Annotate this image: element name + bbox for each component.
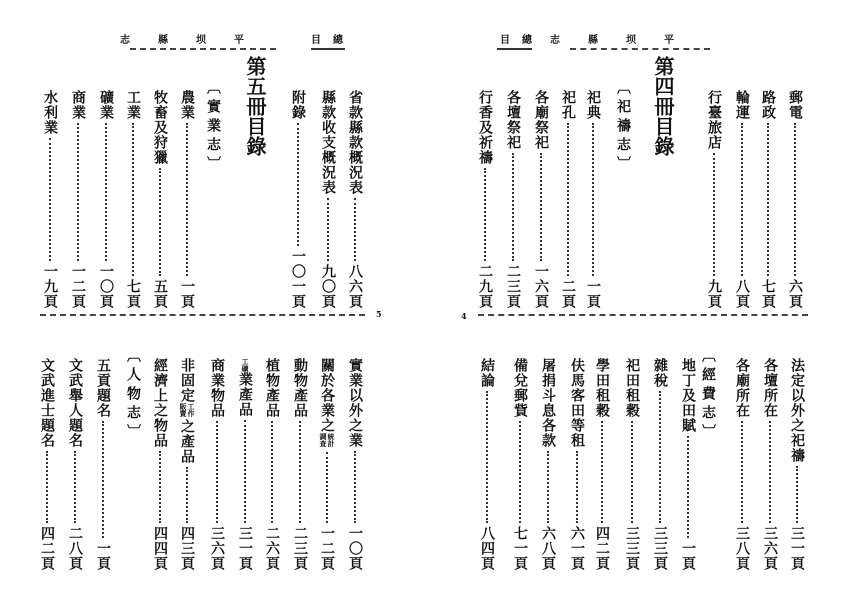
toc-entry[interactable] bbox=[734, 358, 750, 571]
toc-entry[interactable] bbox=[540, 358, 556, 571]
leader-dots bbox=[77, 123, 79, 261]
leader-dots bbox=[592, 123, 594, 276]
entry-page: 三八頁 bbox=[734, 526, 750, 571]
entry-title: 商業 bbox=[70, 90, 86, 120]
entry-page: 四二頁 bbox=[39, 526, 55, 571]
entry-title: 省款縣款概況表 bbox=[347, 90, 363, 195]
entry-page: 二九頁 bbox=[477, 264, 493, 309]
entry-page: 一二頁 bbox=[70, 264, 86, 309]
entry-title: 行香及祈禱 bbox=[477, 90, 493, 165]
leader-dots bbox=[354, 451, 356, 523]
entry-page: 九〇頁 bbox=[320, 264, 336, 309]
entry-page: 一二頁 bbox=[319, 526, 335, 571]
toc-entry[interactable] bbox=[533, 90, 549, 309]
entry-page: 三六頁 bbox=[762, 526, 778, 571]
leader-dots bbox=[601, 421, 603, 523]
entry-title: 動物產品 bbox=[292, 358, 308, 418]
entry-title: 各壇所在 bbox=[762, 358, 778, 418]
toc-entry[interactable] bbox=[624, 358, 640, 571]
leader-dots bbox=[297, 123, 299, 246]
entry-title: 礦業 bbox=[98, 90, 114, 120]
entry-page: 七頁 bbox=[125, 279, 141, 309]
leader-dots bbox=[512, 153, 514, 261]
toc-entry[interactable] bbox=[594, 358, 610, 571]
toc-entry[interactable] bbox=[290, 90, 306, 309]
entry-title: 各廟祭祀 bbox=[533, 90, 549, 150]
entry-title: 祀孔 bbox=[560, 90, 576, 120]
leader-dots bbox=[216, 421, 218, 523]
entry-title: 行臺旅店 bbox=[706, 90, 722, 150]
entry-title: 屠捐斗息各款 bbox=[540, 358, 556, 448]
leader-dots bbox=[567, 123, 569, 276]
right-section-rule bbox=[497, 48, 532, 50]
leader-dots bbox=[631, 421, 633, 523]
entry-page: 七頁 bbox=[760, 279, 776, 309]
entry-title: 結論 bbox=[479, 358, 495, 388]
entry-title: 祀田租穀 bbox=[624, 358, 640, 418]
entry-page: 一〇頁 bbox=[98, 264, 114, 309]
right-header-title: 平坝縣志 bbox=[550, 35, 702, 46]
toc-entry[interactable] bbox=[179, 90, 195, 309]
entry-title: 關於各業之 bbox=[319, 358, 335, 433]
header-char: 總 bbox=[522, 35, 532, 46]
entry-page: 三一頁 bbox=[237, 526, 253, 571]
right-header-rule bbox=[570, 48, 710, 50]
toc-entry[interactable] bbox=[95, 358, 111, 571]
entry-page: 八六頁 bbox=[347, 264, 363, 309]
entry-page: 三一頁 bbox=[789, 526, 805, 571]
entry-title: 經濟上之物品 bbox=[152, 358, 168, 448]
toc-entry[interactable] bbox=[237, 358, 253, 571]
right-page-rule bbox=[478, 314, 808, 316]
leader-dots bbox=[484, 168, 486, 261]
toc-entry[interactable] bbox=[760, 90, 776, 309]
leader-dots bbox=[767, 123, 769, 276]
toc-entry[interactable] bbox=[319, 358, 335, 571]
leader-dots bbox=[244, 420, 246, 523]
entry-page: 三六頁 bbox=[209, 526, 225, 571]
entry-title: 地丁及田賦 bbox=[680, 358, 696, 433]
right-page-number: 4 bbox=[461, 311, 467, 321]
leader-dots bbox=[159, 168, 161, 276]
entry-page: 一九頁 bbox=[42, 264, 58, 309]
toc-entry[interactable] bbox=[292, 358, 308, 571]
entry-page: 八頁 bbox=[734, 279, 750, 309]
entry-page: 一〇頁 bbox=[347, 526, 363, 571]
toc-entry[interactable] bbox=[734, 90, 750, 309]
entry-title: 牧畜及狩獵 bbox=[152, 90, 168, 165]
toc-entry[interactable] bbox=[42, 90, 58, 309]
entry-title: 縣款收支概況表 bbox=[320, 90, 336, 195]
toc-entry[interactable] bbox=[98, 90, 114, 309]
leader-dots bbox=[326, 452, 328, 523]
left-page-number: 5 bbox=[376, 309, 382, 319]
section-heading: 〔實業志〕 bbox=[205, 80, 221, 175]
entry-title: 伕馬客田等租 bbox=[569, 358, 585, 448]
leader-dots bbox=[741, 421, 743, 523]
entry-page: 四二頁 bbox=[594, 526, 610, 571]
entry-page: 一六頁 bbox=[533, 264, 549, 309]
left-section-rule bbox=[311, 48, 345, 50]
entry-title: 實業以外之業 bbox=[347, 358, 363, 448]
leader-dots bbox=[159, 451, 161, 523]
entry-title: 非固定 bbox=[179, 358, 195, 403]
toc-entry[interactable] bbox=[479, 358, 495, 571]
leader-dots bbox=[186, 123, 188, 276]
entry-page: 四四頁 bbox=[152, 526, 168, 571]
toc-entry[interactable] bbox=[512, 358, 528, 571]
section-heading: 〔人物志〕 bbox=[125, 348, 141, 443]
header-char: 目 bbox=[500, 35, 510, 46]
toc-entry[interactable] bbox=[680, 358, 696, 571]
entry-page: 二頁 bbox=[560, 279, 576, 309]
entry-title: 植物產品 bbox=[264, 358, 280, 418]
leader-dots bbox=[132, 123, 134, 276]
leader-dots bbox=[687, 436, 689, 538]
toc-entry[interactable] bbox=[787, 90, 803, 309]
toc-entry[interactable] bbox=[320, 90, 336, 309]
entry-page: 二三頁 bbox=[292, 526, 308, 571]
entry-title: 各壇祭祀 bbox=[505, 90, 521, 150]
entry-title: 輪運 bbox=[734, 90, 750, 120]
entry-page: 二三頁 bbox=[505, 264, 521, 309]
entry-title: 商業物品 bbox=[209, 358, 225, 418]
entry-page: 八四頁 bbox=[479, 526, 495, 571]
toc-entry[interactable] bbox=[505, 90, 521, 309]
entry-page: 一頁 bbox=[680, 541, 696, 571]
toc-entry[interactable] bbox=[477, 90, 493, 309]
entry-title: 雜稅 bbox=[652, 358, 668, 388]
entry-page: 六頁 bbox=[787, 279, 803, 309]
entry-title: 祀典 bbox=[585, 90, 601, 120]
entry-title: 文武舉人題名 bbox=[67, 358, 83, 448]
entry-title-continued: 業產品 bbox=[237, 372, 253, 417]
volume-title: 第四冊目錄 bbox=[651, 56, 675, 156]
toc-entry[interactable] bbox=[706, 90, 722, 309]
leader-dots bbox=[105, 123, 107, 261]
entry-title: 工業 bbox=[125, 90, 141, 120]
toc-entry[interactable] bbox=[347, 358, 363, 571]
toc-entry[interactable] bbox=[179, 358, 195, 571]
entry-title: 備兌郵貲 bbox=[512, 358, 528, 418]
entry-page: 四三頁 bbox=[179, 526, 195, 571]
leader-dots bbox=[519, 421, 521, 523]
entry-page: 六八頁 bbox=[540, 526, 556, 571]
entry-title: 水利業 bbox=[42, 90, 58, 135]
leader-dots bbox=[102, 421, 104, 538]
toc-entry[interactable] bbox=[70, 90, 86, 309]
leader-dots bbox=[486, 391, 488, 523]
left-header-title: 平坝縣志 bbox=[120, 35, 272, 46]
left-page-rule bbox=[40, 314, 365, 316]
leader-dots bbox=[299, 421, 301, 523]
volume-title: 第五冊目錄 bbox=[243, 56, 267, 156]
toc-entry[interactable] bbox=[67, 358, 83, 571]
entry-page: 三三頁 bbox=[624, 526, 640, 571]
toc-entry[interactable] bbox=[585, 90, 601, 309]
entry-title: 附錄 bbox=[290, 90, 306, 120]
entry-title: 郵電 bbox=[787, 90, 803, 120]
entry-title: 文武進士題名 bbox=[39, 358, 55, 448]
entry-title-continued: 之產品 bbox=[179, 419, 195, 464]
toc-entry[interactable] bbox=[209, 358, 225, 571]
entry-page: 五頁 bbox=[152, 279, 168, 309]
entry-note: 統計調查 bbox=[319, 433, 336, 447]
leader-dots bbox=[49, 138, 51, 261]
left-header-rule bbox=[130, 48, 276, 50]
entry-title: 五貢題名 bbox=[95, 358, 111, 418]
toc-entry[interactable] bbox=[152, 90, 168, 309]
toc-entry[interactable] bbox=[560, 90, 576, 309]
entry-page: 九頁 bbox=[706, 279, 722, 309]
leader-dots bbox=[540, 153, 542, 261]
entry-title: 法定以外之祀禱 bbox=[789, 358, 805, 463]
left-header-section bbox=[311, 31, 343, 45]
toc-entry[interactable] bbox=[789, 358, 805, 571]
entry-page: 二六頁 bbox=[264, 526, 280, 571]
leader-dots bbox=[327, 198, 329, 261]
leader-dots bbox=[659, 391, 661, 523]
right-header-section bbox=[500, 31, 532, 45]
leader-dots bbox=[46, 451, 48, 523]
entry-note: 工作販賣 bbox=[179, 403, 196, 417]
leader-dots bbox=[769, 421, 771, 523]
entry-title: 農業 bbox=[179, 90, 195, 120]
entry-title: 路政 bbox=[760, 90, 776, 120]
section-heading: 〔經費志〕 bbox=[700, 348, 716, 443]
entry-page: 六一頁 bbox=[569, 526, 585, 571]
entry-page: 二八頁 bbox=[67, 526, 83, 571]
toc-entry[interactable] bbox=[125, 90, 141, 309]
entry-note: 工礦 bbox=[241, 358, 250, 372]
entry-page: 七一頁 bbox=[512, 526, 528, 571]
entry-title: 各廟所在 bbox=[734, 358, 750, 418]
toc-entry[interactable] bbox=[39, 358, 55, 571]
entry-title: 學田租穀 bbox=[594, 358, 610, 418]
leader-dots bbox=[186, 467, 188, 523]
leader-dots bbox=[741, 123, 743, 276]
section-heading: 〔祀禱志〕 bbox=[615, 80, 631, 175]
header-char: 目 bbox=[311, 35, 321, 46]
leader-dots bbox=[796, 466, 798, 523]
toc-entry[interactable] bbox=[652, 358, 668, 571]
leader-dots bbox=[74, 451, 76, 523]
toc-entry[interactable] bbox=[264, 358, 280, 571]
leader-dots bbox=[794, 123, 796, 276]
leader-dots bbox=[271, 421, 273, 523]
toc-entry[interactable] bbox=[762, 358, 778, 571]
toc-entry[interactable] bbox=[152, 358, 168, 571]
entry-page: 一〇一頁 bbox=[290, 249, 306, 309]
leader-dots bbox=[354, 198, 356, 261]
toc-entry[interactable] bbox=[347, 90, 363, 309]
entry-page: 三三頁 bbox=[652, 526, 668, 571]
leader-dots bbox=[713, 153, 715, 276]
entry-page: 一頁 bbox=[179, 279, 195, 309]
leader-dots bbox=[576, 451, 578, 523]
toc-entry[interactable] bbox=[569, 358, 585, 571]
entry-page: 一頁 bbox=[585, 279, 601, 309]
leader-dots bbox=[547, 451, 549, 523]
header-char: 總 bbox=[333, 35, 343, 46]
entry-page: 一頁 bbox=[95, 541, 111, 571]
